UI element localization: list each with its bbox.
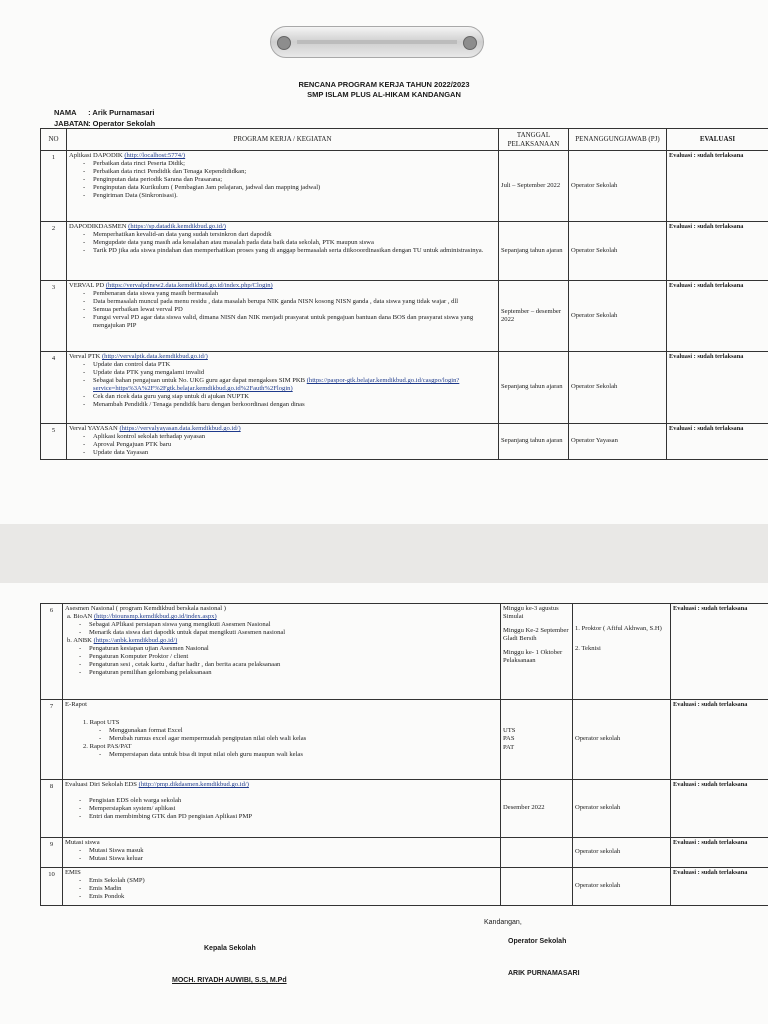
program-cell bbox=[63, 780, 501, 838]
list-item: - Mempersiapkan system/ aplikasi bbox=[79, 805, 498, 813]
list-item: - Pengaturan kesiapan ujian Asesmen Nasional bbox=[79, 645, 498, 653]
header-date: TANGGAL PELAKSANAAN bbox=[499, 129, 569, 151]
date-cell: Sepanjang tahun ajaran bbox=[499, 352, 569, 424]
list-item: - Update data PTK yang mengalami invalid bbox=[83, 369, 496, 377]
program-cell bbox=[63, 868, 501, 906]
activity-list bbox=[79, 877, 498, 901]
row-number: 7 bbox=[41, 700, 63, 780]
list-item: - Pengaturan Komputer Proktor / client bbox=[79, 653, 498, 661]
rapot-pas-label: 2. Rapot PAS/PAT bbox=[83, 743, 132, 751]
date-cell: Sepanjang tahun ajaran bbox=[499, 222, 569, 281]
eval-text: Evaluasi : sudah terlaksana bbox=[673, 605, 748, 612]
date-cell: Sepanjang tahun ajaran bbox=[499, 424, 569, 460]
binder-bar bbox=[297, 40, 457, 44]
table-row bbox=[41, 868, 768, 906]
row-number: 3 bbox=[41, 281, 67, 352]
list-item: - Fungsi verval PD agar data siswa valid, dimana NISN dan NIK menjadi prasyarat untuk pengajuan bantuan dana BOS dan prasyarat siswa yang mengajukan PIP bbox=[83, 314, 496, 330]
pj-cell: Operator Sekolah bbox=[569, 281, 667, 352]
activity-list bbox=[79, 645, 498, 677]
eval-cell bbox=[671, 604, 768, 700]
pj-cell: Operator Sekolah bbox=[569, 352, 667, 424]
eval-cell bbox=[671, 838, 768, 868]
row-number: 1 bbox=[41, 151, 67, 222]
list-item: - Pengaturan pemilihan gelombang pelaksanaan bbox=[79, 669, 498, 677]
row-number: 6 bbox=[41, 604, 63, 700]
name-row bbox=[54, 108, 155, 117]
pj-line: 1. Proktor ( Afiful Akhwan, S.H) bbox=[575, 625, 662, 632]
list-item: - Mutasi Siswa keluar bbox=[79, 855, 498, 863]
program-title-suffix: ( program Kemdikbud berskala nasional ) bbox=[115, 605, 226, 612]
activity-list bbox=[83, 160, 496, 200]
program-title: E-Rapot bbox=[65, 701, 87, 708]
pj-line: 2. Teknisi bbox=[575, 645, 601, 653]
operator-name: ARIK PURNAMASARI bbox=[508, 970, 580, 977]
pj-cell: Operator sekolah bbox=[573, 838, 671, 868]
header-no: NO bbox=[41, 129, 67, 151]
program-link[interactable]: (https://vervalpdnew2.data.kemdikbud.go.id/index.php/Clogin) bbox=[105, 282, 273, 289]
program-link[interactable]: (http://vervalptk.data.kemdikbud.go.id/) bbox=[101, 353, 208, 360]
eval-text: Evaluasi : sudah terlaksana bbox=[669, 353, 744, 360]
document-title: RENCANA PROGRAM KERJA TAHUN 2022/2023 bbox=[298, 80, 470, 89]
list-item: - Sebagai APlikasi persiapan siswa yang mengikuti Asesmen Nasional bbox=[79, 621, 498, 629]
program-cell bbox=[67, 424, 499, 460]
pj-cell: Operator sekolah bbox=[573, 700, 671, 780]
row-number: 8 bbox=[41, 780, 63, 838]
activity-list bbox=[79, 797, 498, 821]
eval-cell bbox=[667, 222, 768, 281]
program-cell bbox=[67, 281, 499, 352]
position-row bbox=[54, 119, 155, 128]
list-item: - Mengupdate data yang masih ada kesalahan atau masalah pada data baik data sekolah, PTK maupun siswa bbox=[83, 239, 496, 247]
anbk-link[interactable]: (https://anbk.kemdikbud.go.id/) bbox=[93, 637, 178, 645]
activity-list bbox=[83, 361, 496, 409]
signature-place: Kandangan, bbox=[484, 919, 522, 926]
activity-list bbox=[79, 621, 498, 637]
program-title: Mutasi siswa bbox=[65, 839, 100, 846]
date-line: UTS bbox=[503, 727, 516, 735]
list-item: - Memperhatikan kevalid-an data yang sudah tersinkron dari dapodik bbox=[83, 231, 496, 239]
name-value: : Arik Purnamasari bbox=[88, 108, 155, 117]
program-link[interactable]: (http://localhost:5774/) bbox=[124, 152, 186, 159]
list-item: - Mempersiapan data untuk bisa di input nilai oleh guru maupun wali kelas bbox=[99, 751, 498, 759]
eval-cell bbox=[667, 424, 768, 460]
position-label: JABATAN bbox=[54, 119, 89, 128]
eval-text: Evaluasi : sudah terlaksana bbox=[669, 425, 744, 432]
program-cell bbox=[63, 838, 501, 868]
pj-cell: Operator Sekolah bbox=[569, 222, 667, 281]
eval-cell bbox=[667, 352, 768, 424]
program-title: Evaluasi Diri Sekolah EDS bbox=[65, 781, 137, 788]
program-table-page-1 bbox=[40, 128, 768, 460]
list-item: - Menggunakan format Excel bbox=[99, 727, 498, 735]
pj-cell: Operator Yayasan bbox=[569, 424, 667, 460]
eval-text: Evaluasi : sudah terlaksana bbox=[673, 839, 748, 846]
header-pj: PENANGGUNGJAWAB (PJ) bbox=[569, 129, 667, 151]
table-row bbox=[41, 151, 768, 222]
eval-cell bbox=[671, 780, 768, 838]
header-eval: EVALUASI bbox=[667, 129, 768, 151]
list-item: - Mutasi Siswa masuk bbox=[79, 847, 498, 855]
list-item: - Aplikasi kontrol sekolah terhadap yayasan bbox=[83, 433, 496, 441]
program-title: Asesmen Nasional bbox=[65, 605, 115, 612]
date-line: PAT bbox=[503, 743, 515, 751]
list-item: - Pengiriman Data (Sinkronisasi). bbox=[83, 192, 496, 200]
date-cell: Juli – September 2022 bbox=[499, 151, 569, 222]
date-cell bbox=[501, 700, 573, 780]
eval-text: Evaluasi : sudah terlaksana bbox=[669, 223, 744, 230]
program-table-page-2 bbox=[40, 603, 768, 906]
table-row bbox=[41, 424, 768, 460]
bioan-label: a. BioAN bbox=[67, 613, 93, 621]
list-item: - Perbaikan data rinci Pendidik dan Tenaga Kependididkan; bbox=[83, 168, 496, 176]
document-page-2 bbox=[0, 583, 768, 1024]
list-item: - Update data Yayasan bbox=[83, 449, 496, 457]
program-title: VERVAL PD bbox=[69, 282, 105, 289]
eval-text: Evaluasi : sudah terlaksana bbox=[669, 152, 744, 159]
list-item: - Data bermasalah muncul pada menu residu , data masalah berupa NIK ganda NISN kosong NISN ganda , data siswa yang tidak wajar , dll bbox=[83, 298, 496, 306]
date-cell: September – desember 2022 bbox=[499, 281, 569, 352]
list-item: - Aproval Pengajuan PTK baru bbox=[83, 441, 496, 449]
list-item: - Menambah Pendidik / Tenaga pendidik baru dengan berkoordinasi dengan dinas bbox=[83, 401, 496, 409]
row-number: 4 bbox=[41, 352, 67, 424]
table-row bbox=[41, 352, 768, 424]
binder-hole-left bbox=[277, 36, 291, 50]
list-item: - Perbaikan data rinci Peserta Didik; bbox=[83, 160, 496, 168]
list-item: - Pembenaran data siswa yang masih bermasalah bbox=[83, 290, 496, 298]
school-name: SMP ISLAM PLUS AL-HIKAM KANDANGAN bbox=[307, 90, 461, 99]
sim-pkb-link[interactable]: (https://paspor-gtk.belajar.kemdikbud.go.id/casgpo/login?service=https%3A%2F%2Fgtk.belajar.kemdikbud.go.id%2Fauth%2Flogin) bbox=[93, 377, 460, 393]
date-cell bbox=[501, 604, 573, 700]
header-program: PROGRAM KERJA / KEGIATAN bbox=[67, 129, 499, 151]
program-link[interactable]: (https://sp.datadik.kemdikbud.go.id/) bbox=[128, 223, 226, 230]
activity-list bbox=[79, 847, 498, 863]
list-item: - Menarik data siswa dari dapodik untuk dapat mengikuti Asesmen nasional bbox=[79, 629, 498, 637]
list-item: - Pengaturan sesi , cetak kartu , daftar hadir , dan berita acara pelaksanaan bbox=[79, 661, 498, 669]
position-value: : Operator Sekolah bbox=[88, 119, 156, 128]
program-cell bbox=[67, 222, 499, 281]
binder-hole-right bbox=[463, 36, 477, 50]
date-cell bbox=[501, 838, 573, 868]
table-row bbox=[41, 700, 768, 780]
program-title: EMIS bbox=[65, 869, 81, 876]
rapot-uts-label: 1. Rapot UTS bbox=[83, 719, 120, 727]
program-title: Aplikasi DAPODIK bbox=[69, 152, 123, 159]
activity-list bbox=[83, 290, 496, 330]
date-cell bbox=[501, 868, 573, 906]
table-row bbox=[41, 604, 768, 700]
pj-cell: Operator sekolah bbox=[573, 780, 671, 838]
list-item: - Entri dan membimbing GTK dan PD pengisian Aplikasi PMP bbox=[79, 813, 498, 821]
eval-cell bbox=[671, 700, 768, 780]
table-row bbox=[41, 838, 768, 868]
activity-list bbox=[99, 727, 498, 743]
pj-cell: Operator sekolah bbox=[573, 868, 671, 906]
anbk-label: b. ANBK bbox=[67, 637, 92, 645]
program-link[interactable]: (https://vervalyayasan.data.kemdikbud.go.id/) bbox=[119, 425, 241, 432]
list-item: - Emis Sekolah (SMP) bbox=[79, 877, 498, 885]
row-number: 5 bbox=[41, 424, 67, 460]
program-title: Verval YAYASAN bbox=[69, 425, 118, 432]
row-number: 10 bbox=[41, 868, 63, 906]
activity-list bbox=[83, 231, 496, 255]
eval-cell bbox=[667, 151, 768, 222]
eval-text: Evaluasi : sudah terlaksana bbox=[673, 869, 748, 876]
principal-name: MOCH. RIYADH AUWIBI, S.S, M.Pd bbox=[172, 977, 287, 984]
eval-text: Evaluasi : sudah terlaksana bbox=[673, 701, 748, 708]
table-row bbox=[41, 780, 768, 838]
list-item: - Cek dan ricek data guru yang siap untuk di ajukan NUPTK bbox=[83, 393, 496, 401]
principal-title: Kepala Sekolah bbox=[204, 945, 256, 952]
list-item: - Emis Pondok bbox=[79, 893, 498, 901]
binder-clip bbox=[270, 26, 484, 58]
list-item: - Merubah rumus excel agar mempermudah pengiputan nilai oleh wali kelas bbox=[99, 735, 498, 743]
list-item: - Tarik PD jika ada siswa pindahan dan memperhatikan proses yang di anggap bermasalah serta diikooordinasikan dengan TU untuk administrasinya. bbox=[83, 247, 496, 255]
eval-cell bbox=[671, 868, 768, 906]
bioan-link[interactable]: (http://biounsmp.kemdikbud.go.id/index.aspx) bbox=[93, 613, 217, 621]
name-label: NAMA bbox=[54, 108, 77, 117]
program-cell bbox=[63, 700, 501, 780]
operator-title: Operator Sekolah bbox=[508, 938, 567, 945]
table-row bbox=[41, 281, 768, 352]
date-line: PAS bbox=[503, 735, 515, 743]
program-title: DAPODIKDASMEN bbox=[69, 223, 127, 230]
date-line: Minggu Ke-2 September Gladi Bersih bbox=[503, 627, 569, 643]
pj-cell: Operator Sekolah bbox=[569, 151, 667, 222]
eval-text: Evaluasi : sudah terlaksana bbox=[673, 781, 748, 788]
date-line: Minggu ke-3 agustus Simulai bbox=[503, 605, 559, 621]
list-item bbox=[83, 377, 496, 393]
list-item: - Update dan control data PTK bbox=[83, 361, 496, 369]
list-item: - Pengisian EDS oleh warga sekolah bbox=[79, 797, 498, 805]
row-number: 2 bbox=[41, 222, 67, 281]
list-item: - Emis Madin bbox=[79, 885, 498, 893]
table-row bbox=[41, 222, 768, 281]
program-cell bbox=[67, 352, 499, 424]
activity-list bbox=[83, 433, 496, 457]
date-line: Minggu ke- 1 Oktober Pelaksanaan bbox=[503, 649, 563, 665]
date-cell: Desember 2022 bbox=[501, 780, 573, 838]
list-item: - Penginputan data Kurikulum ( Pembagian Jam pelajaran, jadwal dan mapping jadwal) bbox=[83, 184, 496, 192]
list-item-text: Sebagai bahan pengajuan untuk No. UKG guru agar dapat mengakses SIM PKB bbox=[93, 377, 306, 385]
pj-cell bbox=[573, 604, 671, 700]
eval-cell bbox=[667, 281, 768, 352]
activity-list bbox=[99, 751, 498, 759]
table-header-row bbox=[41, 129, 768, 151]
program-title: Verval PTK bbox=[69, 353, 101, 360]
program-cell bbox=[67, 151, 499, 222]
eval-text: Evaluasi : sudah terlaksana bbox=[669, 282, 744, 289]
list-item: - Semua perbaikan lewat verval PD bbox=[83, 306, 496, 314]
row-number: 9 bbox=[41, 838, 63, 868]
list-item: - Penginputan data periodik Sarana dan Prasarana; bbox=[83, 176, 496, 184]
program-cell bbox=[63, 604, 501, 700]
program-link[interactable]: (http://pmp.dikdasmen.kemdikbud.go.id/) bbox=[138, 781, 249, 788]
